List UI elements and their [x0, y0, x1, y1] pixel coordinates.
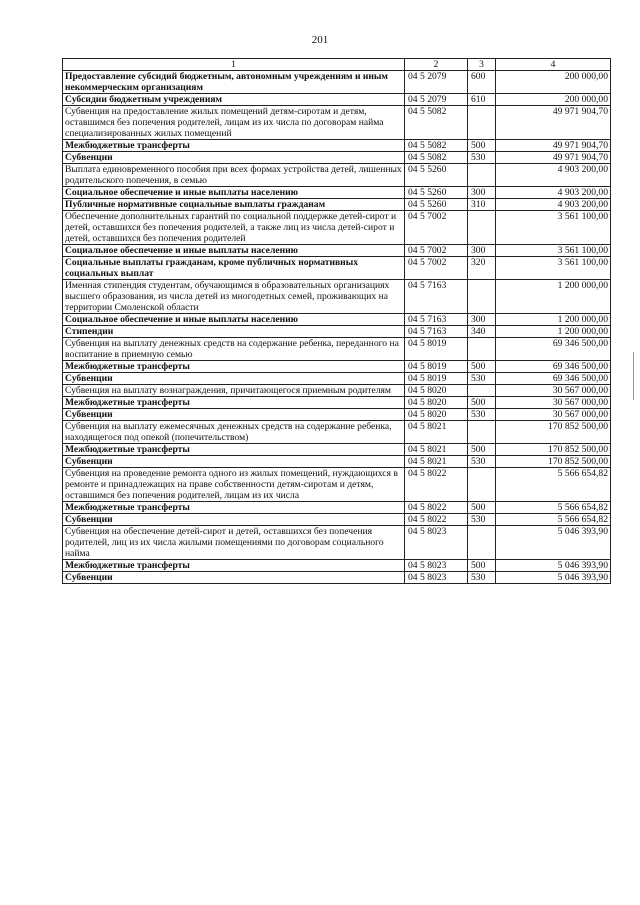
row-code: 04 5 8021: [405, 421, 468, 444]
row-name: Субвенция на выплату денежных средств на содержание ребенка, переданного на воспитание в приемную семью: [63, 338, 405, 361]
row-code: 04 5 2079: [405, 94, 468, 106]
row-amount: 4 903 200,00: [496, 199, 611, 211]
row-amount: 170 852 500,00: [496, 444, 611, 456]
row-type: 530: [468, 572, 496, 584]
row-type: 530: [468, 152, 496, 164]
row-amount: 30 567 000,00: [496, 385, 611, 397]
row-code: 04 5 8020: [405, 397, 468, 409]
table-row: [63, 361, 611, 373]
table-row: [63, 385, 611, 397]
row-type: [468, 468, 496, 502]
row-type: [468, 338, 496, 361]
table-row: [63, 211, 611, 245]
row-amount: 200 000,00: [496, 71, 611, 94]
row-amount: 49 971 904,70: [496, 140, 611, 152]
row-type: [468, 280, 496, 314]
row-name: Социальное обеспечение и иные выплаты населению: [63, 245, 405, 257]
table-row: [63, 572, 611, 584]
row-amount: 5 046 393,90: [496, 526, 611, 560]
row-type: 300: [468, 245, 496, 257]
row-type: [468, 526, 496, 560]
row-type: 320: [468, 257, 496, 280]
row-type: 500: [468, 502, 496, 514]
row-type: 530: [468, 456, 496, 468]
table-row: [63, 164, 611, 187]
row-amount: 30 567 000,00: [496, 409, 611, 421]
row-code: 04 5 8020: [405, 409, 468, 421]
column-header-code: 2: [405, 59, 468, 71]
page-number: 201: [311, 34, 329, 46]
row-type: 340: [468, 326, 496, 338]
table-row: [63, 560, 611, 572]
row-amount: 170 852 500,00: [496, 456, 611, 468]
row-name: Предоставление субсидий бюджетным, автономным учреждениям и иным некоммерческим организациям: [63, 71, 405, 94]
row-name: Именная стипендия студентам, обучающимся в образовательных организациях высшего образования, из числа детей из многодетных семей, проживающих на территории Смоленской области: [63, 280, 405, 314]
row-type: [468, 211, 496, 245]
row-type: 500: [468, 397, 496, 409]
row-name: Субвенция на обеспечение детей-сирот и детей, оставшихся без попечения родителей, лиц из их числа жилыми помещениями по договорам социального найма: [63, 526, 405, 560]
row-amount: 5 566 654,82: [496, 502, 611, 514]
row-name: Межбюджетные трансферты: [63, 140, 405, 152]
column-header-amount: 4: [496, 59, 611, 71]
row-type: [468, 385, 496, 397]
row-name: Субвенция на выплату вознаграждения, причитающегося приемным родителям: [63, 385, 405, 397]
row-name: Субвенции: [63, 514, 405, 526]
table-body: [63, 71, 611, 584]
table-row: [63, 526, 611, 560]
row-amount: 4 903 200,00: [496, 164, 611, 187]
row-amount: 69 346 500,00: [496, 338, 611, 361]
row-type: 530: [468, 409, 496, 421]
row-amount: 1 200 000,00: [496, 326, 611, 338]
row-code: 04 5 7163: [405, 280, 468, 314]
row-amount: 200 000,00: [496, 94, 611, 106]
row-type: [468, 164, 496, 187]
row-type: 500: [468, 361, 496, 373]
row-name: Субвенция на выплату ежемесячных денежных средств на содержание ребенка, находящегося под опекой (попечительством): [63, 421, 405, 444]
row-code: 04 5 5260: [405, 199, 468, 211]
row-amount: 4 903 200,00: [496, 187, 611, 199]
row-code: 04 5 5082: [405, 152, 468, 164]
row-amount: 49 971 904,70: [496, 106, 611, 140]
row-amount: 3 561 100,00: [496, 211, 611, 245]
row-code: 04 5 8022: [405, 468, 468, 502]
row-type: [468, 106, 496, 140]
row-code: 04 5 8020: [405, 385, 468, 397]
row-amount: 1 200 000,00: [496, 280, 611, 314]
row-type: 300: [468, 314, 496, 326]
row-amount: 5 046 393,90: [496, 572, 611, 584]
row-code: 04 5 8019: [405, 361, 468, 373]
table-row: [63, 187, 611, 199]
row-name: Межбюджетные трансферты: [63, 397, 405, 409]
row-code: 04 5 5082: [405, 106, 468, 140]
row-type: [468, 421, 496, 444]
column-header-type: 3: [468, 59, 496, 71]
row-amount: 5 566 654,82: [496, 468, 611, 502]
row-amount: 5 566 654,82: [496, 514, 611, 526]
row-code: 04 5 5082: [405, 140, 468, 152]
row-amount: 3 561 100,00: [496, 257, 611, 280]
row-name: Межбюджетные трансферты: [63, 502, 405, 514]
table-row: [63, 71, 611, 94]
table-row: [63, 502, 611, 514]
table-header: [63, 59, 611, 71]
row-name: Межбюджетные трансферты: [63, 361, 405, 373]
table-row: [63, 326, 611, 338]
row-name: Публичные нормативные социальные выплаты гражданам: [63, 199, 405, 211]
row-code: 04 5 8022: [405, 502, 468, 514]
row-name: Субвенции: [63, 409, 405, 421]
row-type: 300: [468, 187, 496, 199]
table-row: [63, 421, 611, 444]
row-name: Выплата единовременного пособия при всех формах устройства детей, лишенных родительского попечения, в семью: [63, 164, 405, 187]
row-name: Обеспечение дополнительных гарантий по социальной поддержке детей-сирот и детей, оставшихся без попечения родителей, а также лиц из числа детей-сирот и детей, оставшихся без попечения родителей: [63, 211, 405, 245]
row-name: Социальное обеспечение и иные выплаты населению: [63, 187, 405, 199]
table-row: [63, 199, 611, 211]
column-header-name: 1: [63, 59, 405, 71]
row-name: Субвенция на предоставление жилых помещений детям-сиротам и детям, оставшимся без попечения родителей, лицам из их числа по договорам найма специализированных жилых помещений: [63, 106, 405, 140]
row-code: 04 5 5260: [405, 187, 468, 199]
row-name: Межбюджетные трансферты: [63, 560, 405, 572]
table-row: [63, 444, 611, 456]
budget-table: [62, 58, 611, 584]
table-row: [63, 514, 611, 526]
row-type: 500: [468, 140, 496, 152]
row-name: Субвенции: [63, 373, 405, 385]
row-name: Межбюджетные трансферты: [63, 444, 405, 456]
row-code: 04 5 8019: [405, 338, 468, 361]
row-amount: 170 852 500,00: [496, 421, 611, 444]
row-type: 530: [468, 373, 496, 385]
table-row: [63, 106, 611, 140]
row-code: 04 5 8023: [405, 526, 468, 560]
row-name: Субвенции: [63, 152, 405, 164]
row-amount: 5 046 393,90: [496, 560, 611, 572]
row-type: 500: [468, 444, 496, 456]
row-code: 04 5 5260: [405, 164, 468, 187]
row-amount: 49 971 904,70: [496, 152, 611, 164]
row-name: Социальное обеспечение и иные выплаты населению: [63, 314, 405, 326]
row-amount: 69 346 500,00: [496, 361, 611, 373]
row-type: 600: [468, 71, 496, 94]
row-code: 04 5 8023: [405, 560, 468, 572]
row-code: 04 5 7163: [405, 314, 468, 326]
row-code: 04 5 7002: [405, 211, 468, 245]
row-amount: 69 346 500,00: [496, 373, 611, 385]
row-code: 04 5 8023: [405, 572, 468, 584]
table-row: [63, 397, 611, 409]
table-row: [63, 257, 611, 280]
table-row: [63, 373, 611, 385]
row-amount: 30 567 000,00: [496, 397, 611, 409]
table-row: [63, 152, 611, 164]
row-amount: 1 200 000,00: [496, 314, 611, 326]
row-name: Субвенции: [63, 572, 405, 584]
table-row: [63, 94, 611, 106]
scan-margin-mark: [633, 352, 634, 400]
row-code: 04 5 7002: [405, 245, 468, 257]
table-row: [63, 314, 611, 326]
row-code: 04 5 7002: [405, 257, 468, 280]
row-amount: 3 561 100,00: [496, 245, 611, 257]
row-code: 04 5 8021: [405, 444, 468, 456]
row-type: 500: [468, 560, 496, 572]
row-code: 04 5 2079: [405, 71, 468, 94]
table-row: [63, 409, 611, 421]
row-code: 04 5 7163: [405, 326, 468, 338]
row-type: 610: [468, 94, 496, 106]
table-row: [63, 338, 611, 361]
row-name: Субсидии бюджетным учреждениям: [63, 94, 405, 106]
row-type: 530: [468, 514, 496, 526]
row-code: 04 5 8022: [405, 514, 468, 526]
row-code: 04 5 8021: [405, 456, 468, 468]
table-row: [63, 468, 611, 502]
row-name: Социальные выплаты гражданам, кроме публичных нормативных социальных выплат: [63, 257, 405, 280]
row-name: Субвенция на проведение ремонта одного из жилых помещений, нуждающихся в ремонте и принадлежащих на праве собственности детям-сиротам и детям, оставшимся без попечения родителей, лицам из их числа: [63, 468, 405, 502]
row-name: Субвенции: [63, 456, 405, 468]
table-row: [63, 140, 611, 152]
table-row: [63, 245, 611, 257]
table-row: [63, 456, 611, 468]
row-code: 04 5 8019: [405, 373, 468, 385]
table-row: [63, 280, 611, 314]
row-name: Стипендии: [63, 326, 405, 338]
row-type: 310: [468, 199, 496, 211]
